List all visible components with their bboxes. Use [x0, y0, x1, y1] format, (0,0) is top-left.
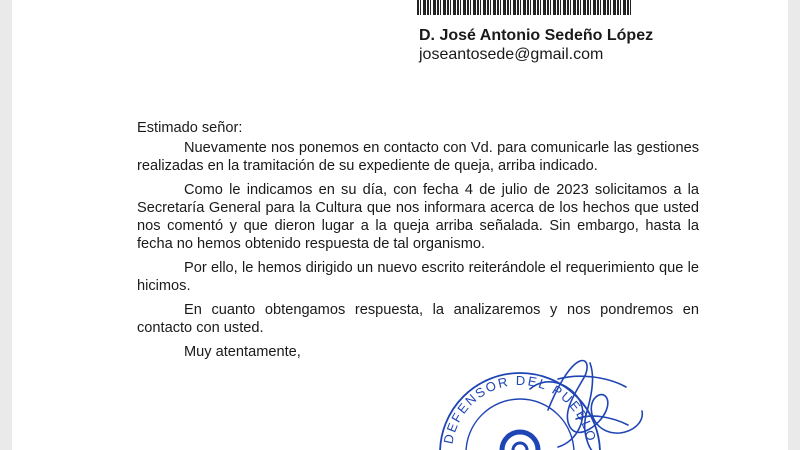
- recipient-email: joseantosede@gmail.com: [419, 46, 604, 63]
- letter-body: [137, 119, 699, 361]
- paragraph-4: En cuanto obtengamos respuesta, la analizaremos y nos pondremos en contacto con usted.: [137, 302, 699, 336]
- paragraph-3: Por ello, le hemos dirigido un nuevo escrito reiterándole el requerimiento que le hicimos.: [137, 260, 699, 294]
- closing: Muy atentamente,: [184, 344, 301, 360]
- barcode: [417, 0, 632, 15]
- seal-emblem-center: [513, 443, 527, 450]
- recipient-name: D. José Antonio Sedeño López: [419, 27, 654, 44]
- seal-text: DEFENSOR DEL PUEBLO: [440, 372, 600, 446]
- paragraph-2: Como le indicamos en su día, con fecha 4 de julio de 2023 solicitamos a la Secretaría General para la Cultura que nos informara acerca de los hechos que usted nos comentó y que dieron lugar a la queja arriba señalada. Sin embargo, hasta la fecha no hemos obtenido respuesta de tal organismo.: [137, 182, 699, 252]
- handwritten-signature: [530, 361, 642, 450]
- letter-page: [12, 0, 788, 450]
- recipient-block: [419, 26, 653, 64]
- paragraph-1: Nuevamente nos ponemos en contacto con Vd. para comunicarle las gestiones realizadas en la tramitación de su expediente de queja, arriba indicado.: [137, 140, 699, 174]
- salutation: Estimado señor:: [137, 120, 243, 136]
- official-seal: [430, 355, 650, 450]
- seal-emblem: [502, 432, 538, 450]
